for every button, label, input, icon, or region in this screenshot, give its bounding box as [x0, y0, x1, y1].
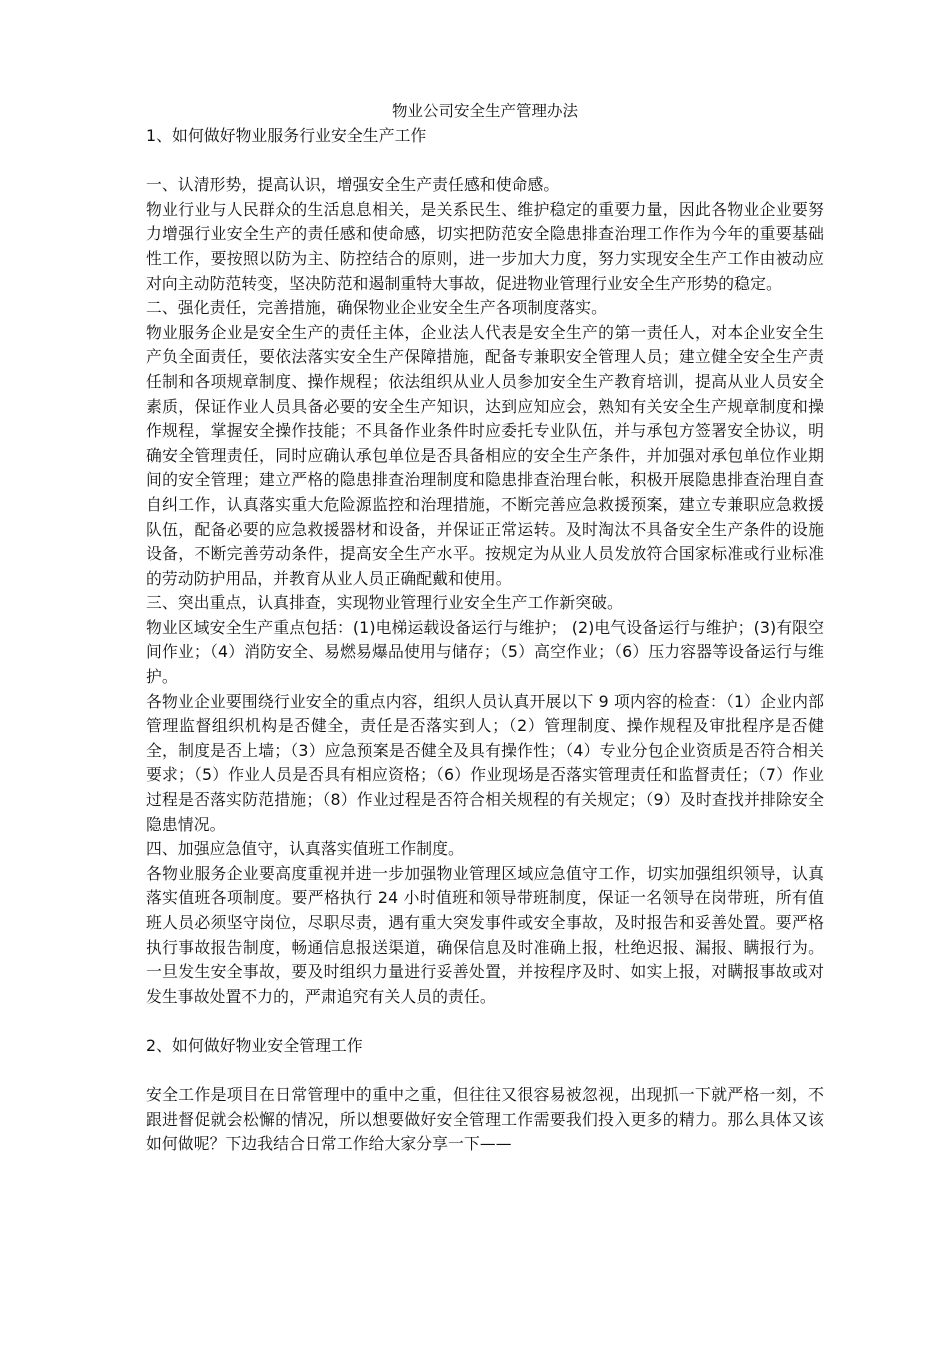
point4-heading: 四、加强应急值守，认真落实值班工作制度。: [146, 839, 464, 859]
point1-heading: 一、认清形势，提高认识，增强安全生产责任感和使命感。: [146, 175, 560, 195]
point2-body: 物业服务企业是安全生产的责任主体，企业法人代表是安全生产的第一责任人，对本企业安全生产负全面责任，要依法落实安全生产保障措施，配备专兼职安全管理人员；建立健全安全生产责任制和各项规章制度、操作规程；依法组织从业人员参加安全生产教育培训，提高从业人员安全素质，保证作业人员具备必要的安全生产知识，达到应知应会，熟知有关安全生产规章制度和操作规程，掌握安全操作技能；不具备作业条件时应委托专业队伍，并与承包方签署安全协议，明确安全管理责任，同时应确认承包单位是否具备相应的安全生产条件，并加强对承包单位作业期间的安全管理；建立严格的隐患排查治理制度和隐患排查治理台帐，积极开展隐患排查治理自查自纠工作，认真落实重大危险源监控和治理措施，不断完善应急救援预案，建立专兼职应急救援队伍，配备必要的应急救援器材和设备，并保证正常运转。及时淘汰不具备安全生产条件的设施设备，不断完善劳动条件，提高安全生产水平。按规定为从业人员发放符合国家标准或行业标准的劳动防护用品，并教育从业人员正确配戴和使用。: [146, 322, 824, 588]
blank-line: [146, 1009, 824, 1034]
point3-body-checks: 各物业企业要围绕行业安全的重点内容，组织人员认真开展以下 9 项内容的检查：（1）企业内部管理监督组织机构是否健全，责任是否落实到人；（2）管理制度、操作规程及审批程序是否健全，制度是否上墙；（3）应急预案是否健全及具有操作性；（4）专业分包企业资质是否符合相关要求；（5）作业人员是否具有相应资格；（6）作业现场是否落实管理责任和监督责任；（7）作业过程是否落实防范措施；（8）作业过程是否符合相关规程的有关规定；（9）及时查找并排除安全隐患情况。: [146, 691, 824, 834]
point3-heading: 三、突出重点，认真排查，实现物业管理行业安全生产工作新突破。: [146, 593, 623, 613]
point4-body: 各物业服务企业要高度重视并进一步加强物业管理区域应急值守工作，切实加强组织领导，认真落实值班各项制度。要严格执行 24 小时值班和领导带班制度，保证一名领导在岗带班，所有值班人员必须坚守岗位，尽职尽责，遇有重大突发事件或安全事故，及时报告和妥善处置。要严格执行事故报告制度，畅通信息报送渠道，确保信息及时准确上报，杜绝迟报、漏报、瞒报行为。一旦发生安全事故，要及时组织力量进行妥善处置，并按程序及时、如实上报，对瞒报事故或对发生事故处置不力的，严肃追究有关人员的责任。: [146, 863, 824, 1006]
document-page: [146, 98, 824, 1157]
blank-line: [146, 149, 824, 174]
section2-body: 安全工作是项目在日常管理中的重中之重，但往往又很容易被忽视，出现抓一下就严格一刻，不跟进督促就会松懈的情况，所以想要做好安全管理工作需要我们投入更多的精力。那么具体又该如何做呢？下边我结合日常工作给大家分享一下——: [146, 1085, 824, 1154]
section2-heading: 2、如何做好物业安全管理工作: [146, 1035, 363, 1055]
blank-line: [146, 1059, 824, 1084]
point1-body: 物业行业与人民群众的生活息息相关，是关系民生、维护稳定的重要力量，因此各物业企业要努力增强行业安全生产的责任感和使命感，切实把防范安全隐患排查治理工作作为今年的重要基础性工作，要按照以防为主、防控结合的原则，进一步加大力度，努力实现安全生产工作由被动应对向主动防范转变，坚决防范和遏制重特大事故，促进物业管理行业安全生产形势的稳定。: [146, 199, 824, 293]
point2-heading: 二、强化责任，完善措施，确保物业企业安全生产各项制度落实。: [146, 298, 608, 318]
document-title: 物业公司安全生产管理办法: [391, 102, 578, 120]
point3-body-focus: 物业区域安全生产重点包括：(1)电梯运载设备运行与维护； (2)电气设备运行与维护；(3)有限空间作业；（4）消防安全、易燃易爆品使用与储存；（5）高空作业；（6）压力容器等设备运行与维护。: [146, 617, 824, 687]
section1-heading: 1、如何做好物业服务行业安全生产工作: [146, 126, 427, 145]
